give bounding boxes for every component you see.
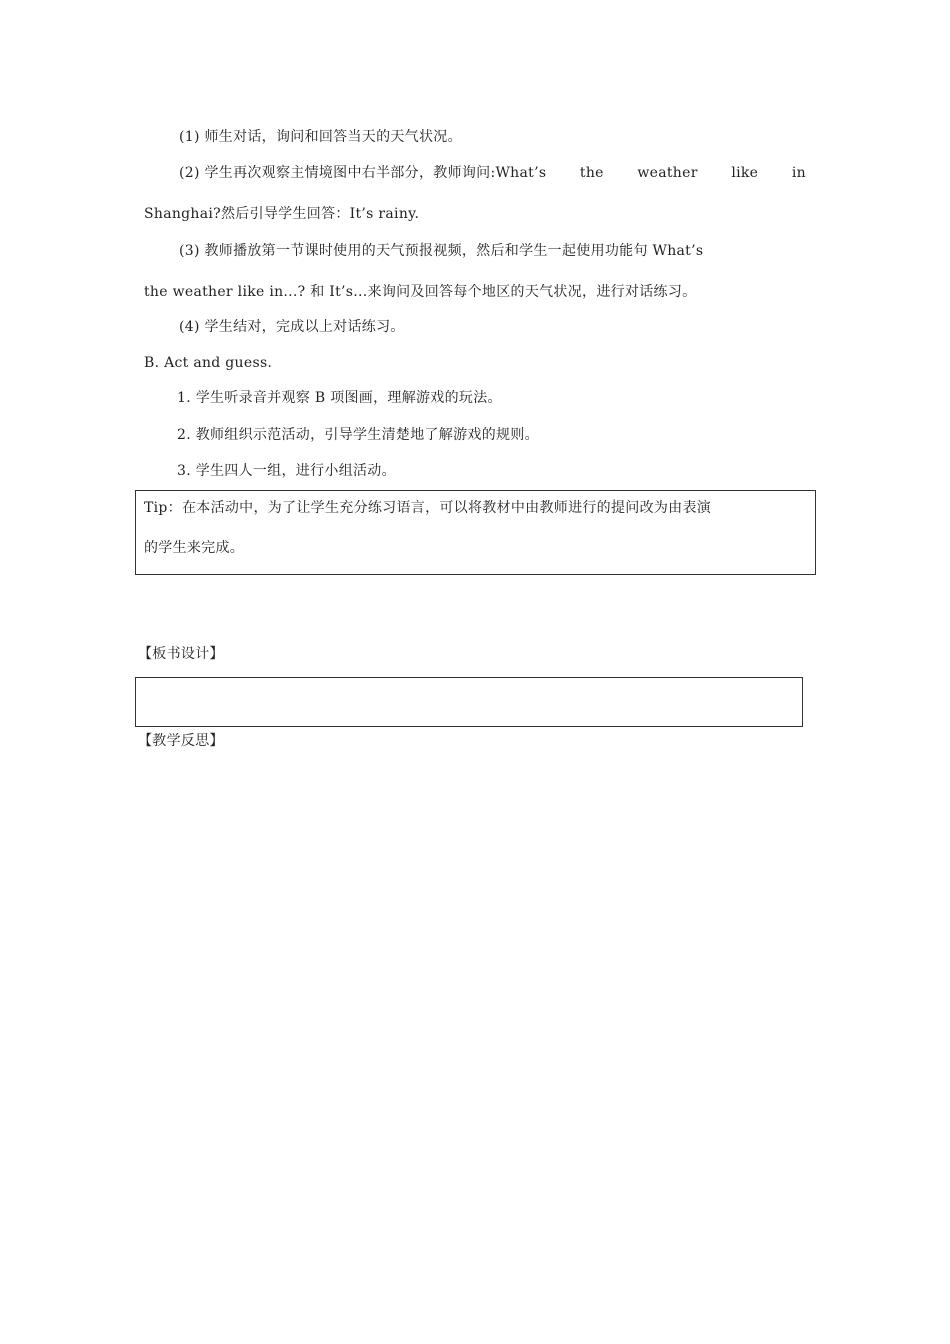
section-b-heading: B. Act and guess. (144, 355, 273, 371)
tip-line-2: 的学生来完成。 (144, 540, 245, 556)
step-1: (1) 师生对话，询问和回答当天的天气状况。 (179, 129, 462, 145)
step-2-text-c: weather (637, 165, 698, 181)
step-2-text-a: (2) 学生再次观察主情境图中右半部分，教师询问:What’s (179, 165, 547, 181)
step-2-line-1 (179, 163, 806, 183)
section-b-item-2: 2. 教师组织示范活动，引导学生清楚地了解游戏的规则。 (177, 427, 539, 443)
tip-line-1: Tip：在本活动中，为了让学生充分练习语言，可以将教材中由教师进行的提问改为由表演 (144, 500, 712, 516)
step-3-line-1: (3) 教师播放第一节课时使用的天气预报视频，然后和学生一起使用功能句 What’s (179, 243, 704, 259)
step-2-text-e: in (791, 165, 806, 181)
step-3-line-2: the weather like in...? 和 It’s...来询问及回答每个地区的天气状况，进行对话练习。 (144, 284, 697, 300)
reflection-heading: 【教学反思】 (138, 733, 224, 749)
board-design-heading: 【板书设计】 (138, 646, 224, 662)
step-2-text-b: the (579, 165, 604, 181)
board-design-box (135, 677, 803, 727)
section-b-item-1: 1. 学生听录音并观察 B 项图画，理解游戏的玩法。 (177, 390, 502, 406)
step-4: (4) 学生结对，完成以上对话练习。 (179, 319, 405, 335)
step-2-text-d: like (731, 165, 759, 181)
tip-box (135, 490, 816, 575)
section-b-item-3: 3. 学生四人一组，进行小组活动。 (177, 463, 396, 479)
step-2-line-2: Shanghai?然后引导学生回答：It’s rainy. (144, 206, 420, 222)
